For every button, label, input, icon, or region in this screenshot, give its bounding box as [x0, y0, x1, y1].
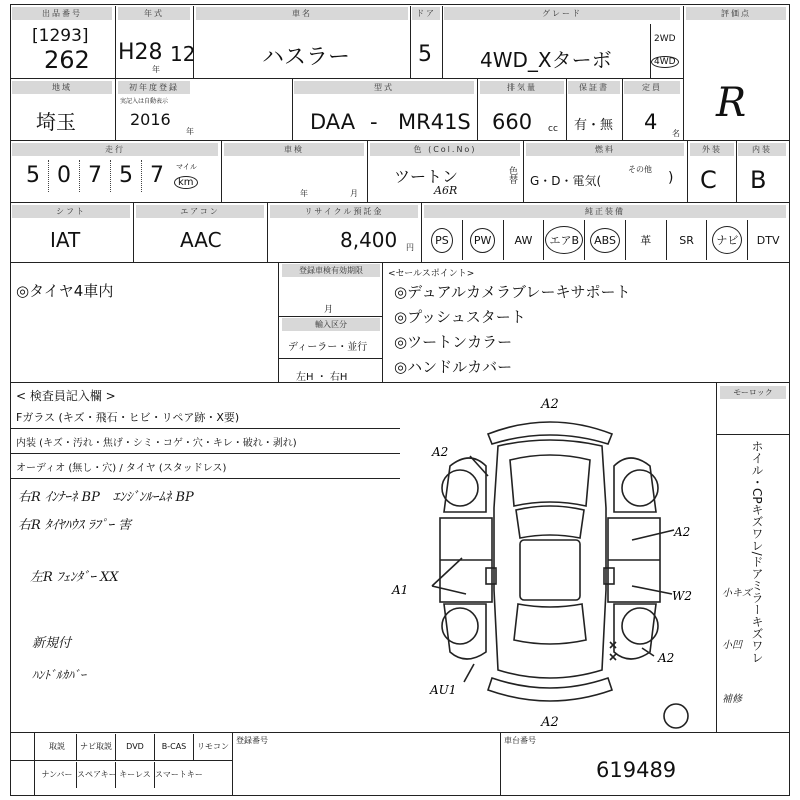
footer-item: DVD [115, 734, 154, 760]
sale-point: ◎プッシュスタート [394, 308, 526, 326]
equipment-item: PS [422, 220, 462, 260]
side-header: モーロック [720, 386, 786, 399]
dealer-option: ディーラー・並行 [288, 342, 368, 353]
year-header: 年式 [118, 7, 190, 20]
color-code: A6R [434, 184, 458, 197]
equipment-item: 革 [625, 220, 666, 260]
body-color: ツートン [394, 167, 459, 186]
footer-item: リモコン [193, 734, 232, 760]
handle-option: 左H ・ 右H [296, 372, 348, 383]
footer-item: ナンバー [41, 770, 73, 779]
seats-header: 定員 [624, 81, 680, 94]
type-header: 型式 [294, 81, 474, 94]
equipment-list [422, 220, 788, 260]
first-reg-header: 初年度登録 [118, 81, 190, 94]
inspection-header: 車検 [224, 143, 364, 156]
inspection-month: 月 [350, 189, 358, 198]
damage-label-right-rear: A2 [658, 651, 675, 665]
equipment-item: AW [503, 220, 544, 260]
footer-item: B-CAS [154, 734, 193, 760]
mileage-digit: 0 [48, 160, 79, 192]
exterior-grade: C [700, 166, 717, 194]
equipment-item: SR [666, 220, 707, 260]
damage-label-rear: A2 [541, 715, 559, 730]
shift-header: シフト [12, 205, 130, 218]
remarks-note: ◎タイヤ4車内 [16, 282, 114, 300]
sale-point: ◎デュアルカメラブレーキサポート [394, 283, 631, 301]
mileage-header: 走行 [12, 143, 218, 156]
grade-name: 4WD_Xターボ [480, 48, 612, 72]
era-year: H28 [118, 40, 163, 65]
model-header: 車名 [196, 7, 408, 20]
region-header: 地域 [12, 81, 112, 94]
displacement: 660 [492, 110, 533, 134]
sale-point: ◎ハンドルカバー [394, 358, 513, 376]
expiry-month: 月 [324, 305, 334, 315]
side-text: ホイル・CPキズワレ/ドアミラーキズワレ [750, 440, 764, 664]
model-name: ハスラー [262, 45, 351, 70]
first-reg-suffix: 年 [186, 127, 194, 136]
equipment-item: DTV [747, 220, 788, 260]
shift-type: IAT [50, 228, 81, 252]
inspection-year: 年 [300, 189, 308, 198]
handwritten-note-5: ﾊﾝﾄﾞﾙｶﾊﾞｰ [32, 668, 87, 682]
reg-month: 12 [170, 42, 196, 66]
fuel-type: G・D・電気( [530, 174, 602, 188]
side-small-3: 補修 [722, 694, 742, 705]
car-damage-diagram [392, 390, 716, 730]
footer-item: スマートキー [154, 762, 193, 788]
warranty: 有・無 [574, 118, 614, 133]
type-dash: - [370, 110, 378, 134]
lot-sub-number: 262 [44, 46, 90, 74]
recycle-amount: 8,400 [340, 228, 398, 252]
interior-grade: B [750, 166, 767, 194]
drive-4wd: 4WD [651, 56, 679, 68]
side-small-1: 小キズ [722, 588, 752, 599]
damage-label-left-door: A1 [392, 583, 409, 597]
mileage-digit: 7 [141, 160, 172, 192]
footer-item: ナビ取説 [76, 734, 115, 760]
inspector-line-glass: Fガラス (キズ・飛石・ヒビ・リペア跡・X要) [16, 411, 240, 424]
equipment-header: 純正装備 [424, 205, 786, 218]
aircon-type: AAC [180, 228, 222, 252]
dealer-header: 輸入区分 [282, 318, 380, 331]
inspector-line-audio: オーディオ (無し・穴) / タイヤ (スタッドレス) [16, 463, 227, 474]
handwritten-note-4: 新規付 [32, 636, 72, 651]
displacement-header: 排気量 [480, 81, 564, 94]
km-unit: km [174, 176, 198, 189]
inspector-title: < 検査員記入欄 > [16, 389, 116, 403]
color-label: 色替 [507, 166, 517, 184]
footer-items-top [38, 734, 232, 760]
mileage-digit: 5 [110, 160, 141, 192]
first-reg-year: 2016 [130, 110, 171, 129]
sale-points-header: <セールスポイント> [388, 269, 475, 279]
seats: 4 [644, 110, 658, 134]
seats-suffix: 名 [672, 129, 680, 138]
drive-2wd: 2WD [654, 34, 676, 44]
sale-points [394, 280, 630, 380]
fuel-header: 燃料 [526, 143, 684, 156]
score-header: 評価点 [686, 7, 786, 20]
footer-items-bottom [38, 762, 203, 788]
region: 埼玉 [36, 110, 76, 134]
warranty-header: 保証書 [568, 81, 620, 94]
inspector-line-interior: 内装 (キズ・汚れ・焦げ・シミ・コゲ・穴・キレ・破れ・剥れ) [16, 438, 297, 449]
doors-header: ドア [412, 7, 440, 20]
fuel-other: その他 [628, 165, 652, 174]
damage-label-right-front: A2 [674, 525, 691, 539]
type-code: MR41S [398, 110, 471, 134]
footer-item: スペアキー [76, 762, 115, 788]
int-header: 内装 [738, 143, 786, 156]
damage-label-front-left: A2 [432, 445, 449, 459]
footer-item: 取説 [49, 742, 65, 751]
yen-unit: 円 [406, 243, 414, 252]
lot-number: [1293] [32, 26, 89, 46]
sale-point: ◎ツートンカラー [394, 333, 513, 351]
mile-unit: マイル [176, 163, 197, 171]
inspection-expiry-header: 登録車検有効期限 [282, 264, 380, 277]
handwritten-note-1: 右R ｲﾝﾅｰﾈ BP ｴﾝｼﾞﾝﾙｰﾑﾈ BP [18, 490, 194, 505]
damage-label-left-rear: AU1 [430, 683, 457, 697]
chassis-header: 車台番号 [504, 736, 536, 745]
year-suffix: 年 [152, 65, 160, 74]
grade-header: グレード [444, 7, 680, 20]
reg-number-header: 登録番号 [236, 736, 268, 745]
equipment-item: ナビ [706, 220, 747, 260]
damage-label-right-door: W2 [672, 589, 692, 603]
equipment-item: エアB [543, 220, 584, 260]
mileage-digit: 7 [79, 160, 110, 192]
handwritten-note-3: 左R ﾌｪﾝﾀﾞｰ XX [30, 570, 119, 585]
aircon-header: エアコン [136, 205, 264, 218]
door-count: 5 [418, 42, 432, 67]
cc-unit: cc [548, 124, 558, 134]
handwritten-note-2: 右R ﾀｲﾔﾊｳｽ ﾗﾌﾟｰ 害 [18, 518, 132, 533]
mileage-digits [18, 160, 172, 194]
footer-item: キーレス [115, 762, 154, 788]
equipment-item: PW [462, 220, 503, 260]
fuel-close: ) [668, 170, 674, 186]
chassis-number: 619489 [596, 758, 677, 782]
score-value: R [716, 80, 747, 126]
recycle-header: リサイクル預託金 [270, 205, 418, 218]
color-header: 色 (Col.No) [370, 143, 520, 156]
auction-sheet [10, 4, 790, 796]
equipment-item: ABS [584, 220, 625, 260]
type-prefix: DAA [310, 110, 356, 134]
first-reg-note: 実記入は自動表示 [120, 98, 169, 105]
side-small-2: 小凹 [722, 640, 742, 651]
lot-header: 出品番号 [12, 7, 112, 20]
ext-header: 外装 [690, 143, 734, 156]
mileage-digit: 5 [26, 163, 40, 188]
damage-label-front: A2 [541, 397, 559, 412]
